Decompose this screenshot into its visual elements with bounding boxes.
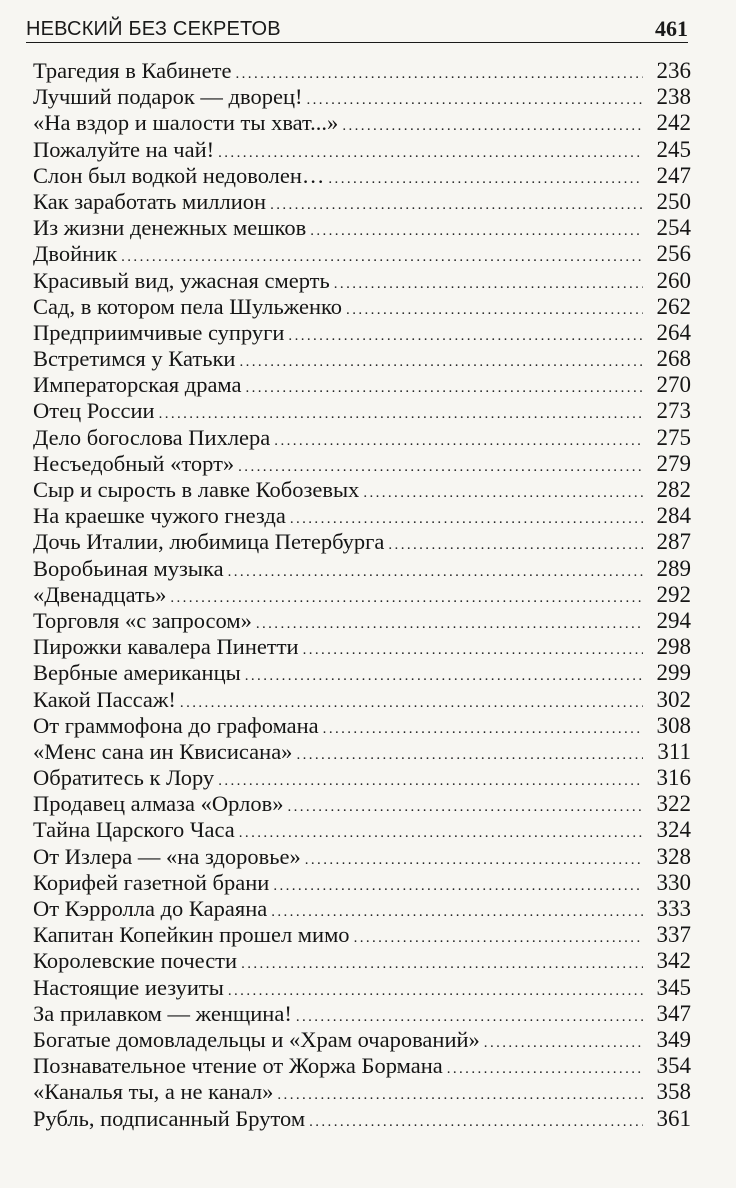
toc-entry-page: 268 [656,346,691,372]
toc-entry [33,1053,691,1079]
toc-entry [33,346,691,372]
toc-entry-page: 284 [656,503,691,529]
toc-entry-title: Трагедия в Кабинете [33,58,232,83]
dot-leader [274,428,643,454]
toc-entry-title: Как заработать миллион [33,188,267,214]
toc-entry-title: Вербные американцы [33,660,241,686]
dot-leader [271,899,643,925]
toc-entry-title: Воробьиная музыка [33,555,224,581]
toc-entry-title: Познавательное чтение от Жоржа Бормана [33,1053,443,1079]
dot-leader [328,166,643,192]
toc-entry-page: 242 [656,110,691,136]
dot-leader [307,87,644,113]
toc-entry-page: 260 [656,267,691,293]
dot-leader [236,61,644,87]
dot-leader [296,1004,643,1030]
toc-entry-page: 330 [656,869,691,895]
toc-entry [33,372,691,398]
toc-entry-page: 236 [656,58,691,83]
toc-entry [33,844,691,870]
toc-entry [33,189,691,215]
toc-entry [33,425,691,451]
dot-leader [346,297,643,323]
toc-entry-title: Дело богослова Пихлера [33,424,271,450]
dot-leader [290,506,643,532]
dot-leader [363,480,643,506]
toc-entry [33,163,691,189]
toc-entry [33,791,691,817]
toc-entry-title: Сыр и сырость в лавке Кобозевых [33,477,360,502]
toc-entry-title: Королевские почести [33,948,238,974]
toc-entry-title: Продавец алмаза «Орлов» [33,791,284,817]
toc-entry [33,137,691,163]
toc-entry-title: Пожалуйте на чай! [33,136,215,162]
dot-leader [121,244,643,270]
toc-entry-page: 262 [656,293,691,319]
dot-leader [342,113,643,139]
toc-entry-page: 302 [656,686,691,712]
toc-entry-title: Лучший подарок — дворец! [33,84,303,110]
dot-leader [310,218,643,244]
toc-entry-page: 256 [656,241,691,267]
toc-entry-title: Пирожки кавалера Пинетти [33,634,299,660]
toc-entry-title: Богатые домовладельцы и «Храм очарований» [33,1026,480,1052]
dot-leader [238,454,643,480]
running-title: НЕВСКИЙ БЕЗ СЕКРЕТОВ [26,18,281,40]
toc-entry [33,870,691,896]
toc-entry [33,948,691,974]
toc-entry-page: 316 [656,765,691,791]
toc-entry-title: От граммофона до графомана [33,712,319,738]
toc-entry-page: 270 [656,372,691,398]
toc-entry-title: Какой Пассаж! [33,686,176,712]
dot-leader [303,637,643,663]
toc-entry [33,294,691,320]
toc-entry [33,739,691,765]
toc-entry [33,922,691,948]
dot-leader [256,611,643,637]
toc-entry-page: 342 [656,948,691,974]
toc-entry-title: Из жизни денежных мешков [33,215,307,241]
toc-entry-page: 328 [656,843,691,869]
toc-entry-page: 337 [656,922,691,948]
toc-entry [33,687,691,713]
dot-leader [296,742,643,768]
toc-entry-page: 247 [656,162,691,188]
toc-entry-page: 238 [656,84,691,110]
dot-leader [270,192,643,218]
toc-entry-title: «Двенадцать» [33,581,167,607]
dot-leader [159,401,643,427]
toc-entry-page: 299 [656,660,691,686]
toc-entry-page: 361 [656,1105,691,1131]
toc-entry-title: Императорская драма [33,372,242,398]
toc-entry-title: От Кэрролла до Караяна [33,896,268,921]
toc-entry-title: Предприимчивые супруги [33,319,285,345]
dot-leader [323,716,643,742]
toc-entry-title: Сад, в котором пела Шульженко [33,293,343,319]
toc-entry-title: Обратитесь к Лору [33,765,215,791]
dot-leader [277,1082,643,1108]
toc-entry-title: Тайна Царского Часа [33,817,235,843]
toc-entry-page: 294 [656,607,691,633]
toc-entry-page: 254 [656,215,691,241]
dot-leader [180,690,643,716]
toc-entry-page: 345 [656,974,691,1000]
toc-entry-page: 264 [656,319,691,345]
page-number: 461 [655,16,688,41]
toc-entry-page: 322 [656,791,691,817]
toc-entry-page: 287 [656,529,691,555]
toc-entry-page: 275 [656,424,691,450]
toc-entry [33,451,691,477]
toc-entry-title: «Менс сана ин Квисисана» [33,738,293,764]
dot-leader [447,1056,643,1082]
toc-entry [33,241,691,267]
toc-entry [33,1027,691,1053]
dot-leader [305,847,643,873]
dot-leader [288,323,643,349]
toc-entry [33,556,691,582]
toc-entry-title: Настоящие иезуиты [33,974,224,1000]
dot-leader [239,349,643,375]
toc-entry [33,320,691,346]
dot-leader [354,925,643,951]
toc-entry-title: Слон был водкой недоволен… [33,162,325,188]
toc-entry-page: 358 [656,1079,691,1105]
toc-entry [33,1001,691,1027]
toc-entry-title: Красивый вид, ужасная смерть [33,267,330,293]
toc-entry [33,765,691,791]
dot-leader [246,375,644,401]
toc-entry [33,660,691,686]
toc-entry [33,215,691,241]
toc-entry-page: 279 [656,450,691,476]
dot-leader [218,140,643,166]
toc-entry-page: 324 [656,817,691,843]
toc-entry [33,975,691,1001]
toc-entry-page: 273 [656,398,691,424]
toc-entry [33,817,691,843]
toc-entry [33,84,691,110]
dot-leader [287,794,643,820]
dot-leader [241,951,643,977]
dot-leader [228,978,643,1004]
toc-entry [33,477,691,503]
toc-entry [33,58,691,84]
toc-entry-page: 289 [656,555,691,581]
dot-leader [239,820,643,846]
toc-entry-title: Дочь Италии, любимица Петербурга [33,529,385,555]
toc-entry-page: 347 [656,1000,691,1026]
toc-entry-page: 311 [657,738,691,764]
toc-entry-title: Торговля «с запросом» [33,607,252,633]
toc-entry-page: 250 [656,188,691,214]
dot-leader [228,559,643,585]
toc-entry-page: 349 [656,1026,691,1052]
toc-entry [33,582,691,608]
toc-entry [33,503,691,529]
toc-entry-title: Рубль, подписанный Брутом [33,1105,306,1131]
toc-entry-title: Встретимся у Катьки [33,346,236,372]
dot-leader [388,532,643,558]
dot-leader [218,768,643,794]
toc-entry-page: 354 [656,1053,691,1079]
toc-entry [33,608,691,634]
toc-entry [33,398,691,424]
toc-entry-page: 308 [656,712,691,738]
toc-entry-title: Капитан Копейкин прошел мимо [33,922,350,948]
dot-leader [273,873,643,899]
toc-entry-title: «Каналья ты, а не канал» [33,1079,274,1105]
running-header [26,14,688,43]
dot-leader [334,271,643,297]
toc-entry-title: Корифей газетной брани [33,869,270,895]
toc-entry-page: 298 [656,634,691,660]
toc-entry [33,268,691,294]
table-of-contents [33,58,691,1132]
toc-entry [33,1079,691,1105]
toc-entry [33,634,691,660]
dot-leader [170,585,643,611]
dot-leader [245,663,643,689]
toc-entry-title: «На вздор и шалости ты хват...» [33,110,339,136]
toc-entry [33,110,691,136]
toc-entry-title: Двойник [33,241,118,267]
toc-entry-title: Несъедобный «торт» [33,450,235,476]
toc-entry-page: 292 [656,581,691,607]
toc-entry-title: На краешке чужого гнезда [33,503,286,529]
toc-entry-title: От Излера — «на здоровье» [33,843,301,869]
dot-leader [309,1109,643,1135]
toc-entry-page: 282 [656,477,691,502]
toc-entry-page: 245 [656,136,691,162]
toc-entry [33,896,691,922]
toc-entry-page: 333 [656,896,691,921]
toc-entry-title: Отец России [33,398,155,424]
toc-entry [33,529,691,555]
toc-entry [33,1106,691,1132]
toc-entry-title: За прилавком — женщина! [33,1000,292,1026]
toc-entry [33,713,691,739]
dot-leader [484,1030,643,1056]
